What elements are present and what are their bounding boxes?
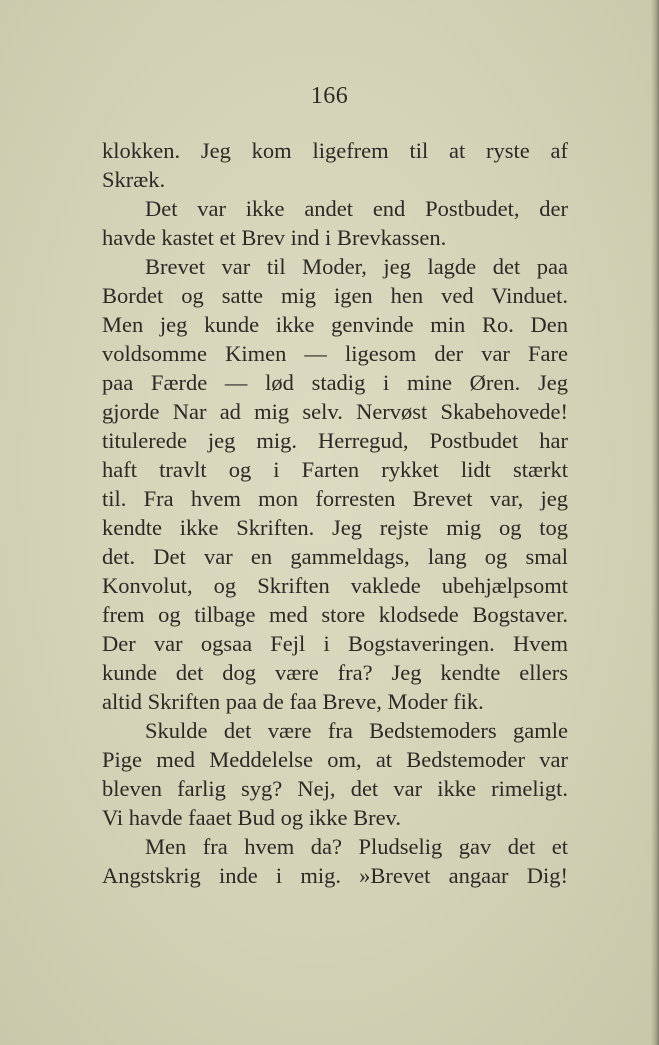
text-line: det. Det var en gammeldags, lang og smal — [102, 544, 568, 569]
page-edge-shadow — [651, 0, 659, 1045]
text-line: til. Fra hvem mon forresten Brevet var, jeg — [102, 486, 568, 511]
text-line: frem og tilbage med store klodsede Bogstaver. — [102, 602, 568, 627]
text-line: gjorde Nar ad mig selv. Nervøst Skabehovede! — [102, 399, 568, 424]
text-line: Skræk. — [102, 167, 166, 192]
text-line: Brevet var til Moder, jeg lagde det paa — [145, 254, 568, 279]
text-line: Pige med Meddelelse om, at Bedstemoder var — [102, 747, 568, 772]
text-line: Men fra hvem da? Pludselig gav det et — [145, 834, 568, 859]
text-line: Angstskrig inde i mig. »Brevet angaar Dig! — [102, 863, 568, 888]
page-number: 166 — [310, 83, 349, 109]
text-line: Konvolut, og Skriften vaklede ubehjælpsomt — [102, 573, 568, 598]
text-line: Der var ogsaa Fejl i Bogstaveringen. Hvem — [102, 631, 568, 656]
text-line: havde kastet et Brev ind i Brevkassen. — [102, 225, 447, 250]
body-text — [102, 136, 568, 890]
text-line: klokken. Jeg kom ligefrem til at ryste af — [102, 138, 568, 163]
text-line: kendte ikke Skriften. Jeg rejste mig og tog — [102, 515, 568, 540]
text-line: paa Færde — lød stadig i mine Øren. Jeg — [102, 370, 568, 395]
text-line: Men jeg kunde ikke genvinde min Ro. Den — [102, 312, 568, 337]
text-line: bleven farlig syg? Nej, det var ikke rimeligt. — [102, 776, 568, 801]
text-line: haft travlt og i Farten rykket lidt stærkt — [102, 457, 568, 482]
text-line: kunde det dog være fra? Jeg kendte ellers — [102, 660, 568, 685]
text-line: altid Skriften paa de faa Breve, Moder fik. — [102, 689, 484, 714]
text-line: titulerede jeg mig. Herregud, Postbudet har — [102, 428, 568, 453]
text-line: Vi havde faaet Bud og ikke Brev. — [102, 805, 401, 830]
text-line: Skulde det være fra Bedstemoders gamle — [145, 718, 568, 743]
text-line: voldsomme Kimen — ligesom der var Fare — [102, 341, 568, 366]
text-line: Det var ikke andet end Postbudet, der — [145, 196, 568, 221]
text-line: Bordet og satte mig igen hen ved Vinduet. — [102, 283, 568, 308]
